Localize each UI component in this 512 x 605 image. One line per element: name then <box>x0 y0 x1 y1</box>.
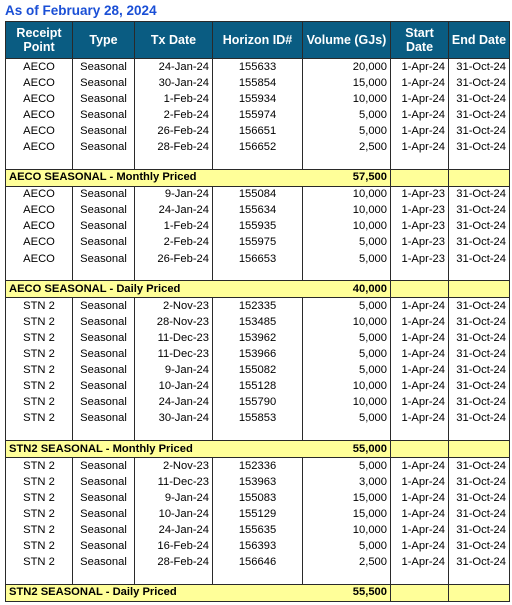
table-row <box>6 75 510 91</box>
cell-tx-date: 24-Jan-24 <box>135 59 213 76</box>
cell-tx-date: 1-Feb-24 <box>135 91 213 107</box>
cell-volume: 5,000 <box>303 107 391 123</box>
transactions-table-wrapper <box>5 21 509 602</box>
as-of-date: As of February 28, 2024 <box>5 3 157 18</box>
cell-receipt-point: STN 2 <box>6 522 73 538</box>
table-row <box>6 379 510 395</box>
spacer-cell <box>213 571 303 585</box>
cell-type: Seasonal <box>73 139 135 155</box>
table-row <box>6 219 510 235</box>
cell-type: Seasonal <box>73 555 135 571</box>
cell-receipt-point: STN 2 <box>6 474 73 490</box>
spacer-row <box>6 571 510 585</box>
cell-tx-date: 26-Feb-24 <box>135 123 213 139</box>
subtotal-filler <box>213 584 303 601</box>
cell-end-date: 31-Oct-24 <box>449 59 510 76</box>
cell-tx-date: 10-Jan-24 <box>135 379 213 395</box>
cell-receipt-point: AECO <box>6 251 73 267</box>
cell-receipt-point: STN 2 <box>6 458 73 475</box>
cell-end-date: 31-Oct-24 <box>449 363 510 379</box>
spacer-cell <box>73 267 135 281</box>
cell-tx-date: 9-Jan-24 <box>135 186 213 203</box>
cell-end-date: 31-Oct-24 <box>449 314 510 330</box>
cell-type: Seasonal <box>73 363 135 379</box>
cell-end-date: 31-Oct-24 <box>449 298 510 315</box>
cell-volume: 5,000 <box>303 363 391 379</box>
subtotal-label: AECO SEASONAL - Daily Priced <box>6 281 213 298</box>
subtotal-volume: 55,500 <box>303 584 391 601</box>
spacer-cell <box>303 571 391 585</box>
cell-receipt-point: STN 2 <box>6 379 73 395</box>
cell-horizon-id: 155128 <box>213 379 303 395</box>
cell-horizon-id: 153966 <box>213 347 303 363</box>
cell-end-date: 31-Oct-24 <box>449 107 510 123</box>
cell-receipt-point: STN 2 <box>6 490 73 506</box>
cell-type: Seasonal <box>73 490 135 506</box>
cell-volume: 20,000 <box>303 59 391 76</box>
cell-volume: 10,000 <box>303 522 391 538</box>
cell-start-date: 1-Apr-24 <box>391 314 449 330</box>
cell-end-date: 31-Oct-24 <box>449 411 510 427</box>
table-row <box>6 203 510 219</box>
cell-start-date: 1-Apr-24 <box>391 59 449 76</box>
cell-receipt-point: STN 2 <box>6 347 73 363</box>
subtotal-label: STN2 SEASONAL - Monthly Priced <box>6 440 213 457</box>
cell-volume: 15,000 <box>303 75 391 91</box>
spacer-cell <box>213 427 303 441</box>
subtotal-row <box>6 584 510 601</box>
cell-start-date: 1-Apr-23 <box>391 219 449 235</box>
subtotal-row <box>6 169 510 186</box>
cell-tx-date: 24-Jan-24 <box>135 203 213 219</box>
cell-horizon-id: 156653 <box>213 251 303 267</box>
cell-volume: 15,000 <box>303 506 391 522</box>
cell-type: Seasonal <box>73 395 135 411</box>
cell-end-date: 31-Oct-24 <box>449 347 510 363</box>
cell-start-date: 1-Apr-23 <box>391 251 449 267</box>
header-horizon-id: Horizon ID# <box>213 22 303 59</box>
cell-end-date: 31-Oct-24 <box>449 379 510 395</box>
cell-receipt-point: AECO <box>6 123 73 139</box>
subtotal-row <box>6 440 510 457</box>
cell-type: Seasonal <box>73 91 135 107</box>
cell-start-date: 1-Apr-23 <box>391 186 449 203</box>
cell-start-date: 1-Apr-24 <box>391 490 449 506</box>
cell-tx-date: 30-Jan-24 <box>135 411 213 427</box>
spacer-cell <box>213 156 303 170</box>
spacer-cell <box>303 156 391 170</box>
subtotal-empty-cell <box>391 440 449 457</box>
cell-type: Seasonal <box>73 219 135 235</box>
header-end-date: End Date <box>449 22 510 59</box>
cell-tx-date: 30-Jan-24 <box>135 75 213 91</box>
spacer-cell <box>73 156 135 170</box>
spacer-cell <box>73 427 135 441</box>
subtotal-filler <box>213 169 303 186</box>
cell-end-date: 31-Oct-24 <box>449 474 510 490</box>
cell-end-date: 31-Oct-24 <box>449 539 510 555</box>
subtotal-volume: 40,000 <box>303 281 391 298</box>
cell-receipt-point: AECO <box>6 107 73 123</box>
subtotal-filler <box>213 281 303 298</box>
cell-horizon-id: 152335 <box>213 298 303 315</box>
table-row <box>6 330 510 346</box>
subtotal-empty-cell <box>391 169 449 186</box>
spacer-cell <box>449 267 510 281</box>
cell-receipt-point: AECO <box>6 59 73 76</box>
table-row <box>6 107 510 123</box>
table-row <box>6 506 510 522</box>
cell-type: Seasonal <box>73 411 135 427</box>
cell-horizon-id: 155634 <box>213 203 303 219</box>
spacer-cell <box>303 267 391 281</box>
cell-volume: 5,000 <box>303 347 391 363</box>
cell-tx-date: 28-Feb-24 <box>135 139 213 155</box>
table-row <box>6 474 510 490</box>
cell-tx-date: 24-Jan-24 <box>135 522 213 538</box>
spacer-cell <box>449 156 510 170</box>
spacer-cell <box>135 571 213 585</box>
cell-start-date: 1-Apr-24 <box>391 363 449 379</box>
cell-tx-date: 11-Dec-23 <box>135 347 213 363</box>
cell-volume: 10,000 <box>303 203 391 219</box>
cell-horizon-id: 156646 <box>213 555 303 571</box>
cell-horizon-id: 156652 <box>213 139 303 155</box>
spacer-cell <box>449 427 510 441</box>
cell-end-date: 31-Oct-24 <box>449 123 510 139</box>
subtotal-empty-cell <box>391 281 449 298</box>
cell-type: Seasonal <box>73 379 135 395</box>
cell-start-date: 1-Apr-23 <box>391 235 449 251</box>
cell-volume: 10,000 <box>303 186 391 203</box>
cell-start-date: 1-Apr-24 <box>391 522 449 538</box>
cell-volume: 10,000 <box>303 379 391 395</box>
cell-start-date: 1-Apr-24 <box>391 474 449 490</box>
cell-receipt-point: AECO <box>6 219 73 235</box>
cell-start-date: 1-Apr-23 <box>391 203 449 219</box>
table-row <box>6 314 510 330</box>
cell-receipt-point: STN 2 <box>6 539 73 555</box>
cell-start-date: 1-Apr-24 <box>391 411 449 427</box>
spacer-row <box>6 427 510 441</box>
cell-volume: 2,500 <box>303 139 391 155</box>
cell-end-date: 31-Oct-24 <box>449 506 510 522</box>
cell-start-date: 1-Apr-24 <box>391 330 449 346</box>
cell-receipt-point: STN 2 <box>6 555 73 571</box>
cell-type: Seasonal <box>73 330 135 346</box>
cell-volume: 2,500 <box>303 555 391 571</box>
cell-receipt-point: STN 2 <box>6 395 73 411</box>
cell-volume: 5,000 <box>303 411 391 427</box>
cell-start-date: 1-Apr-24 <box>391 139 449 155</box>
table-row <box>6 186 510 203</box>
cell-type: Seasonal <box>73 298 135 315</box>
spacer-cell <box>391 571 449 585</box>
cell-volume: 10,000 <box>303 91 391 107</box>
subtotal-row <box>6 281 510 298</box>
cell-type: Seasonal <box>73 107 135 123</box>
spacer-cell <box>6 571 73 585</box>
spacer-cell <box>135 267 213 281</box>
subtotal-label: STN2 SEASONAL - Daily Priced <box>6 584 213 601</box>
table-body <box>6 59 510 602</box>
cell-horizon-id: 155084 <box>213 186 303 203</box>
cell-start-date: 1-Apr-24 <box>391 379 449 395</box>
cell-end-date: 31-Oct-24 <box>449 75 510 91</box>
cell-tx-date: 2-Feb-24 <box>135 107 213 123</box>
cell-horizon-id: 155854 <box>213 75 303 91</box>
cell-horizon-id: 155635 <box>213 522 303 538</box>
cell-type: Seasonal <box>73 474 135 490</box>
cell-receipt-point: STN 2 <box>6 330 73 346</box>
table-row <box>6 251 510 267</box>
cell-end-date: 31-Oct-24 <box>449 219 510 235</box>
cell-receipt-point: AECO <box>6 139 73 155</box>
spacer-cell <box>391 427 449 441</box>
cell-volume: 5,000 <box>303 251 391 267</box>
cell-type: Seasonal <box>73 458 135 475</box>
cell-tx-date: 28-Nov-23 <box>135 314 213 330</box>
cell-horizon-id: 155129 <box>213 506 303 522</box>
cell-type: Seasonal <box>73 123 135 139</box>
header-tx-date: Tx Date <box>135 22 213 59</box>
subtotal-empty-cell <box>449 440 510 457</box>
cell-tx-date: 11-Dec-23 <box>135 474 213 490</box>
cell-end-date: 31-Oct-24 <box>449 251 510 267</box>
cell-receipt-point: STN 2 <box>6 506 73 522</box>
subtotal-filler <box>213 440 303 457</box>
cell-start-date: 1-Apr-24 <box>391 91 449 107</box>
subtotal-empty-cell <box>449 584 510 601</box>
cell-volume: 10,000 <box>303 395 391 411</box>
cell-receipt-point: AECO <box>6 203 73 219</box>
cell-tx-date: 2-Nov-23 <box>135 458 213 475</box>
cell-start-date: 1-Apr-24 <box>391 458 449 475</box>
cell-end-date: 31-Oct-24 <box>449 330 510 346</box>
cell-type: Seasonal <box>73 59 135 76</box>
cell-receipt-point: AECO <box>6 186 73 203</box>
cell-start-date: 1-Apr-24 <box>391 506 449 522</box>
table-row <box>6 395 510 411</box>
cell-horizon-id: 155853 <box>213 411 303 427</box>
spacer-cell <box>73 571 135 585</box>
spacer-cell <box>391 267 449 281</box>
cell-start-date: 1-Apr-24 <box>391 298 449 315</box>
cell-horizon-id: 153962 <box>213 330 303 346</box>
table-row <box>6 347 510 363</box>
cell-end-date: 31-Oct-24 <box>449 490 510 506</box>
cell-horizon-id: 155082 <box>213 363 303 379</box>
cell-tx-date: 11-Dec-23 <box>135 330 213 346</box>
cell-receipt-point: STN 2 <box>6 298 73 315</box>
cell-tx-date: 2-Feb-24 <box>135 235 213 251</box>
spacer-cell <box>303 427 391 441</box>
cell-receipt-point: STN 2 <box>6 363 73 379</box>
subtotal-empty-cell <box>391 584 449 601</box>
cell-start-date: 1-Apr-24 <box>391 395 449 411</box>
table-row <box>6 539 510 555</box>
header-row <box>6 22 510 59</box>
cell-volume: 5,000 <box>303 458 391 475</box>
cell-start-date: 1-Apr-24 <box>391 107 449 123</box>
spacer-row <box>6 156 510 170</box>
cell-horizon-id: 155633 <box>213 59 303 76</box>
header-type: Type <box>73 22 135 59</box>
cell-volume: 10,000 <box>303 219 391 235</box>
table-row <box>6 490 510 506</box>
cell-horizon-id: 156651 <box>213 123 303 139</box>
spacer-cell <box>6 267 73 281</box>
spacer-cell <box>135 156 213 170</box>
cell-end-date: 31-Oct-24 <box>449 186 510 203</box>
table-row <box>6 235 510 251</box>
cell-tx-date: 9-Jan-24 <box>135 363 213 379</box>
cell-horizon-id: 155790 <box>213 395 303 411</box>
table-row <box>6 139 510 155</box>
cell-horizon-id: 156393 <box>213 539 303 555</box>
cell-start-date: 1-Apr-24 <box>391 123 449 139</box>
cell-end-date: 31-Oct-24 <box>449 458 510 475</box>
cell-horizon-id: 155083 <box>213 490 303 506</box>
cell-type: Seasonal <box>73 235 135 251</box>
cell-type: Seasonal <box>73 506 135 522</box>
cell-receipt-point: AECO <box>6 235 73 251</box>
cell-type: Seasonal <box>73 314 135 330</box>
cell-tx-date: 10-Jan-24 <box>135 506 213 522</box>
cell-volume: 5,000 <box>303 539 391 555</box>
table-row <box>6 555 510 571</box>
subtotal-label: AECO SEASONAL - Monthly Priced <box>6 169 213 186</box>
transactions-table <box>5 21 510 602</box>
spacer-cell <box>135 427 213 441</box>
cell-type: Seasonal <box>73 251 135 267</box>
cell-end-date: 31-Oct-24 <box>449 203 510 219</box>
spacer-cell <box>449 571 510 585</box>
cell-horizon-id: 155935 <box>213 219 303 235</box>
cell-start-date: 1-Apr-24 <box>391 75 449 91</box>
cell-type: Seasonal <box>73 186 135 203</box>
table-row <box>6 458 510 475</box>
cell-tx-date: 28-Feb-24 <box>135 555 213 571</box>
cell-volume: 5,000 <box>303 123 391 139</box>
cell-tx-date: 16-Feb-24 <box>135 539 213 555</box>
cell-volume: 5,000 <box>303 298 391 315</box>
cell-receipt-point: AECO <box>6 75 73 91</box>
cell-horizon-id: 155974 <box>213 107 303 123</box>
cell-end-date: 31-Oct-24 <box>449 555 510 571</box>
spacer-cell <box>213 267 303 281</box>
cell-end-date: 31-Oct-24 <box>449 395 510 411</box>
table-row <box>6 123 510 139</box>
cell-horizon-id: 155975 <box>213 235 303 251</box>
cell-tx-date: 26-Feb-24 <box>135 251 213 267</box>
header-receipt-point: Receipt Point <box>6 22 73 59</box>
spacer-cell <box>391 156 449 170</box>
cell-receipt-point: AECO <box>6 91 73 107</box>
spacer-row <box>6 267 510 281</box>
cell-type: Seasonal <box>73 203 135 219</box>
table-row <box>6 59 510 76</box>
cell-volume: 3,000 <box>303 474 391 490</box>
cell-horizon-id: 152336 <box>213 458 303 475</box>
table-row <box>6 411 510 427</box>
subtotal-empty-cell <box>449 169 510 186</box>
cell-start-date: 1-Apr-24 <box>391 555 449 571</box>
cell-receipt-point: STN 2 <box>6 411 73 427</box>
cell-type: Seasonal <box>73 347 135 363</box>
table-header <box>6 22 510 59</box>
cell-end-date: 31-Oct-24 <box>449 139 510 155</box>
cell-volume: 15,000 <box>303 490 391 506</box>
cell-tx-date: 2-Nov-23 <box>135 298 213 315</box>
cell-end-date: 31-Oct-24 <box>449 522 510 538</box>
cell-receipt-point: STN 2 <box>6 314 73 330</box>
cell-end-date: 31-Oct-24 <box>449 235 510 251</box>
cell-horizon-id: 155934 <box>213 91 303 107</box>
spacer-cell <box>6 156 73 170</box>
header-volume: Volume (GJs) <box>303 22 391 59</box>
cell-type: Seasonal <box>73 522 135 538</box>
cell-start-date: 1-Apr-24 <box>391 539 449 555</box>
subtotal-empty-cell <box>449 281 510 298</box>
cell-volume: 5,000 <box>303 235 391 251</box>
cell-horizon-id: 153485 <box>213 314 303 330</box>
subtotal-volume: 55,000 <box>303 440 391 457</box>
cell-tx-date: 24-Jan-24 <box>135 395 213 411</box>
table-row <box>6 522 510 538</box>
header-start-date: Start Date <box>391 22 449 59</box>
cell-tx-date: 9-Jan-24 <box>135 490 213 506</box>
spacer-cell <box>6 427 73 441</box>
cell-type: Seasonal <box>73 75 135 91</box>
subtotal-volume: 57,500 <box>303 169 391 186</box>
cell-volume: 5,000 <box>303 330 391 346</box>
table-row <box>6 298 510 315</box>
cell-horizon-id: 153963 <box>213 474 303 490</box>
table-row <box>6 91 510 107</box>
cell-start-date: 1-Apr-24 <box>391 347 449 363</box>
table-row <box>6 363 510 379</box>
cell-tx-date: 1-Feb-24 <box>135 219 213 235</box>
cell-volume: 10,000 <box>303 314 391 330</box>
cell-type: Seasonal <box>73 539 135 555</box>
cell-end-date: 31-Oct-24 <box>449 91 510 107</box>
